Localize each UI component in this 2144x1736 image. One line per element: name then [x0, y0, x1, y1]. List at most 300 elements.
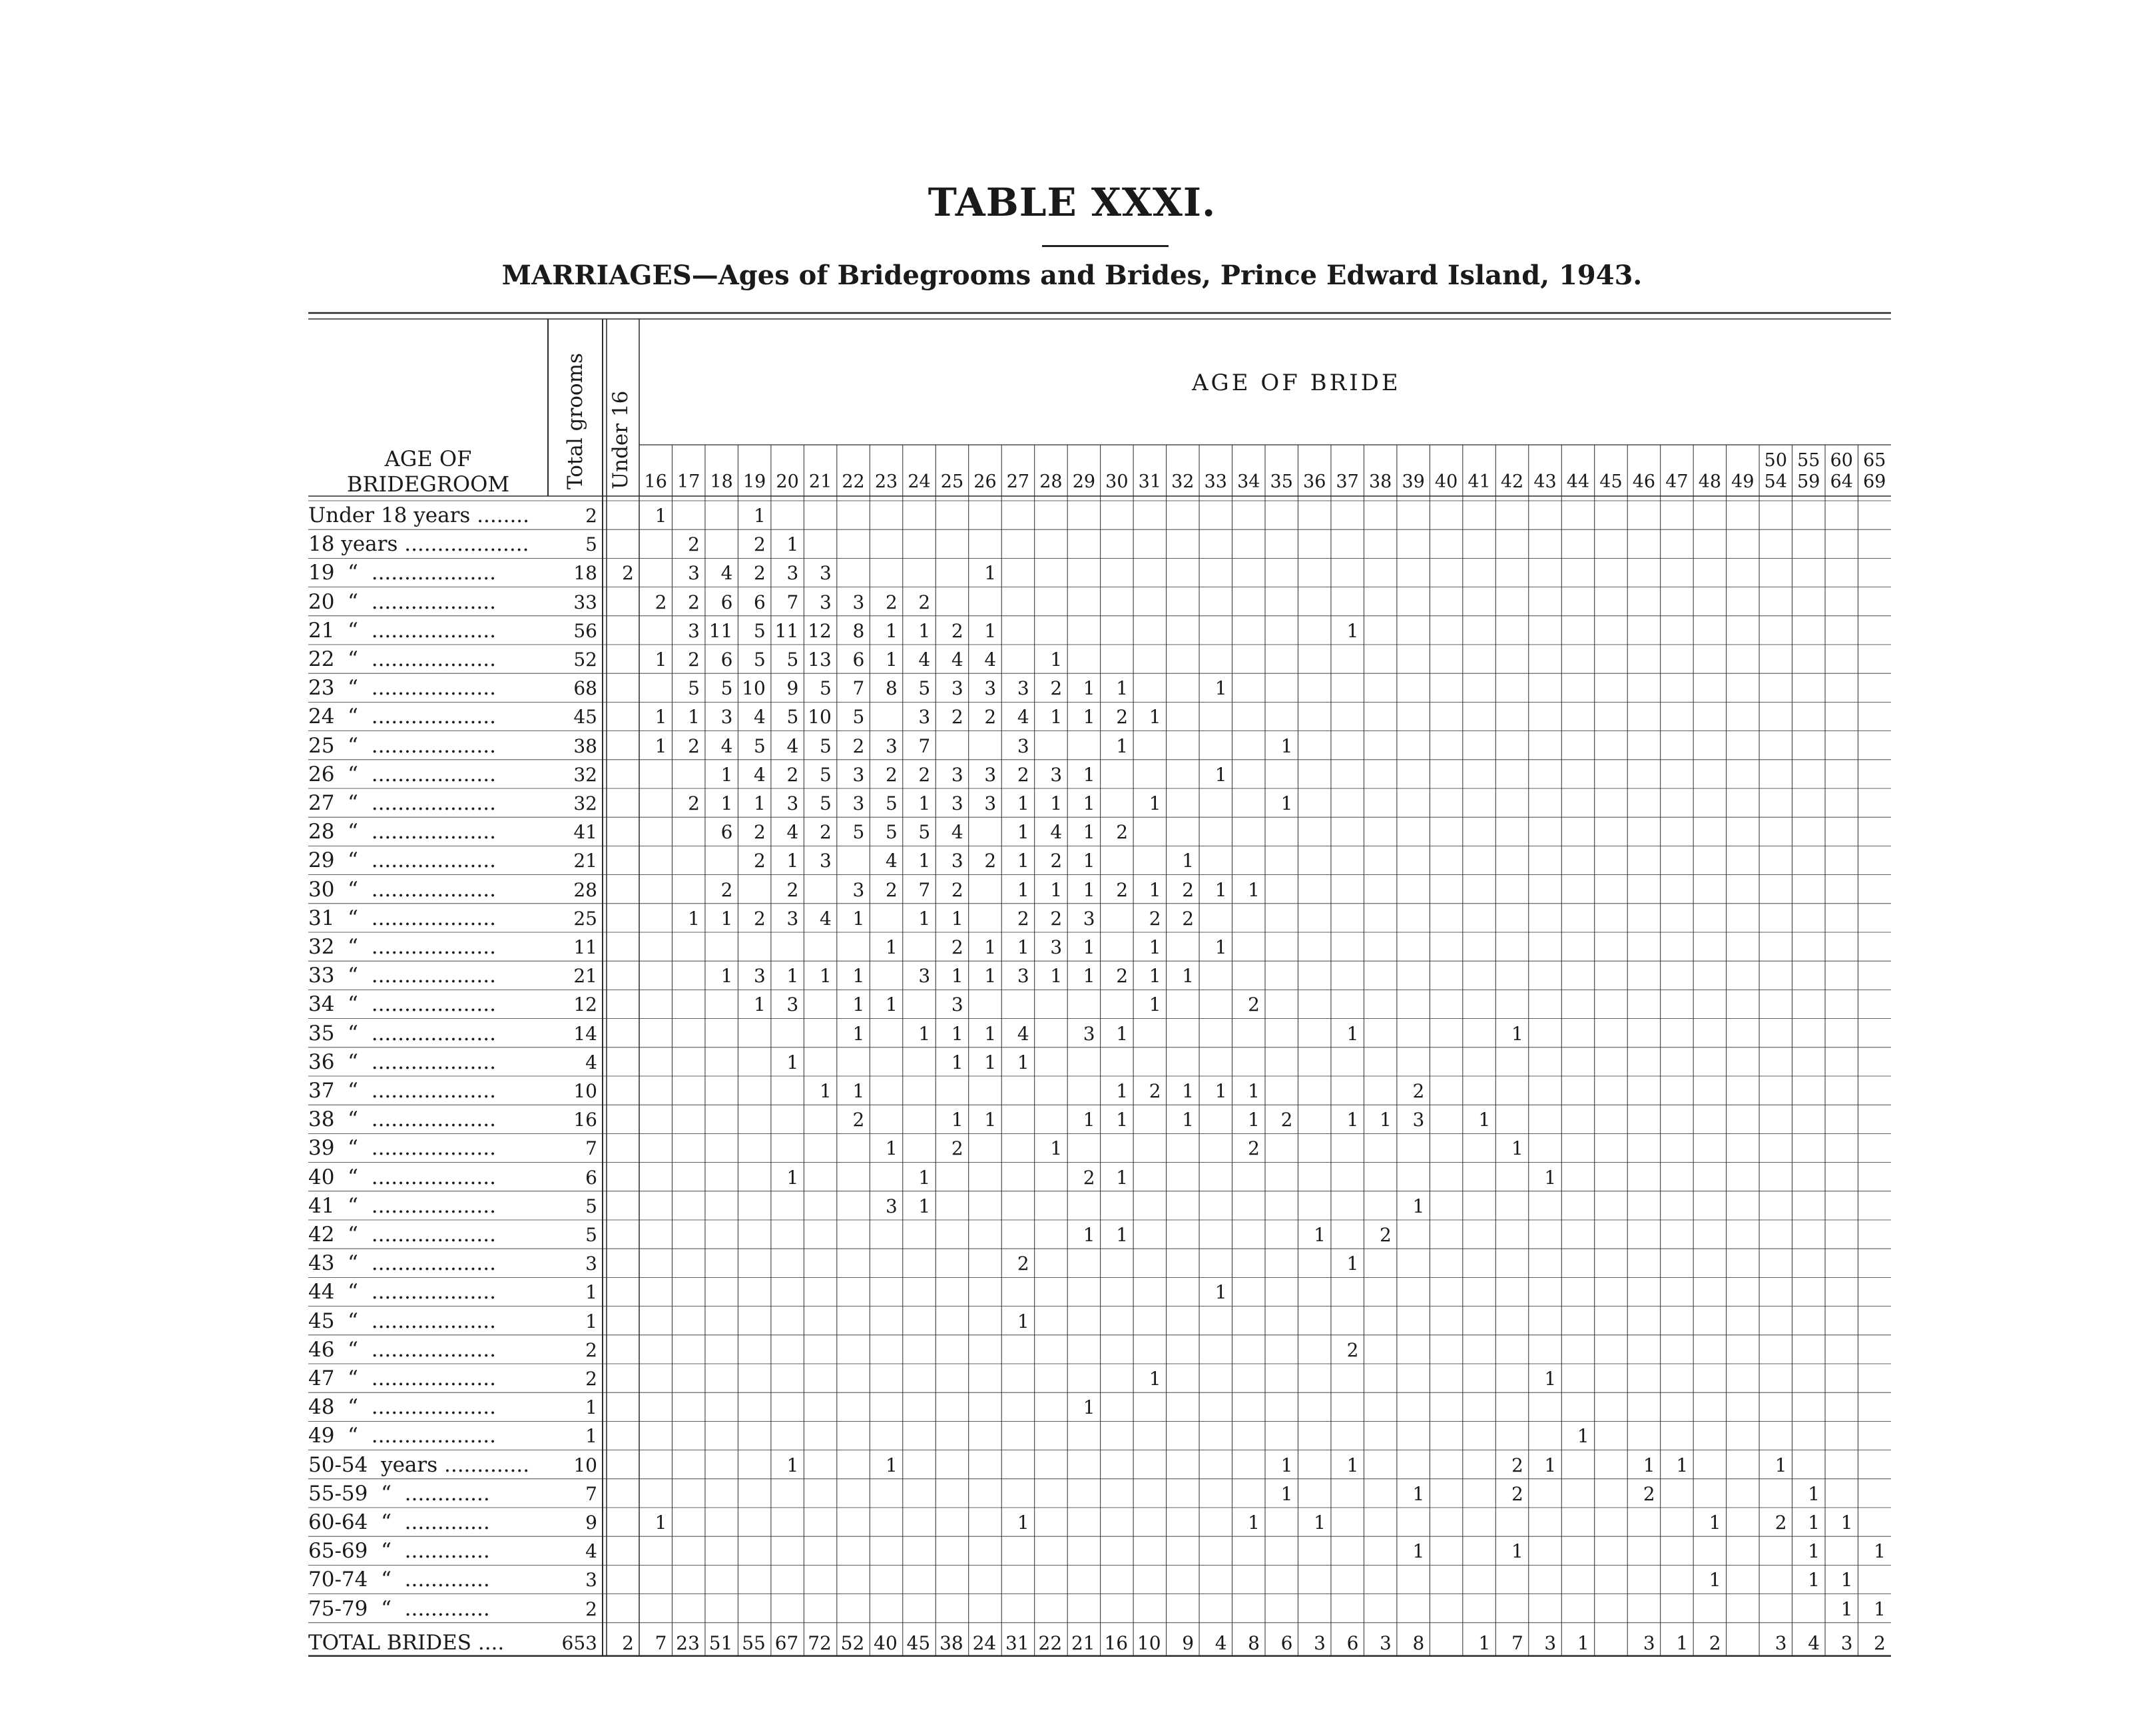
bride-count-cell: 1 — [1182, 965, 1195, 988]
bride-count-cell: 1 — [1083, 677, 1095, 700]
bride-count-cell: 1 — [1874, 1597, 1886, 1620]
groom-total-cell: 18 — [573, 562, 597, 585]
bride-age-header: 33 — [1204, 471, 1227, 492]
bride-count-cell: 1 — [852, 994, 865, 1016]
under16-cell: 2 — [622, 562, 634, 585]
groom-age-label: 28 “ ................... — [308, 820, 496, 844]
bride-count-cell: 8 — [885, 677, 898, 700]
bride-count-cell: 2 — [1083, 1166, 1095, 1189]
groom-age-label: 40 “ ................... — [308, 1165, 496, 1189]
bride-count-cell: 1 — [1083, 850, 1095, 872]
groom-total-cell: 5 — [585, 533, 597, 556]
total-brides-cell: 4 — [1214, 1631, 1227, 1654]
total-brides-cell: 31 — [1005, 1631, 1029, 1654]
groom-age-label: 32 “ ................... — [308, 935, 496, 959]
groom-age-label: 46 “ ................... — [308, 1337, 496, 1362]
groom-age-label: 50-54 years ............. — [308, 1452, 530, 1477]
groom-total-cell: 2 — [585, 1338, 597, 1361]
bride-count-cell: 2 — [1149, 1080, 1161, 1102]
groom-total-cell: 6 — [585, 1166, 597, 1189]
bride-count-cell: 2 — [885, 878, 898, 901]
bride-count-cell: 1 — [1248, 1080, 1260, 1102]
groom-total-cell: 21 — [573, 965, 597, 988]
total-brides-cell: 22 — [1038, 1631, 1063, 1654]
bride-count-cell: 8 — [852, 619, 865, 642]
bride-count-cell: 1 — [1149, 1368, 1161, 1390]
bride-count-cell: 1 — [1840, 1569, 1853, 1591]
total-brides-cell: 72 — [808, 1631, 832, 1654]
bride-count-cell: 2 — [918, 591, 931, 613]
bride-age-header: 24 — [908, 471, 931, 492]
bride-count-cell: 1 — [1083, 1224, 1095, 1246]
bride-count-cell: 2 — [1017, 907, 1029, 930]
bride-count-cell: 1 — [852, 907, 865, 930]
bride-count-cell: 2 — [1248, 994, 1260, 1016]
groom-total-cell: 3 — [585, 1569, 597, 1591]
bride-count-cell: 1 — [1808, 1540, 1820, 1563]
bride-count-cell: 3 — [786, 562, 799, 585]
bride-count-cell: 1 — [1050, 706, 1063, 728]
bride-count-cell: 7 — [786, 591, 799, 613]
bride-count-cell: 1 — [786, 965, 799, 988]
bride-count-cell: 1 — [1412, 1540, 1425, 1563]
bride-count-cell: 3 — [1412, 1109, 1425, 1131]
groom-total-cell: 7 — [585, 1137, 597, 1160]
groom-total-cell: 52 — [573, 649, 597, 671]
bride-count-cell: 2 — [1116, 965, 1129, 988]
groom-age-label: 18 years ................... — [308, 532, 529, 557]
bride-count-cell: 1 — [1544, 1454, 1557, 1476]
bride-count-cell: 1 — [1116, 677, 1129, 700]
bride-count-cell: 1 — [885, 1137, 898, 1160]
bride-count-cell: 5 — [720, 677, 733, 700]
groom-age-label: 43 “ ................... — [308, 1251, 496, 1276]
bride-count-cell: 1 — [820, 1080, 832, 1102]
bride-count-cell: 1 — [1116, 1022, 1129, 1045]
bride-count-cell: 1 — [984, 936, 997, 958]
groom-age-label: Under 18 years ........ — [308, 503, 530, 527]
age-of-bridegroom-header — [308, 446, 548, 497]
groom-total-cell: 32 — [573, 763, 597, 786]
bride-count-cell: 2 — [688, 734, 700, 757]
bride-count-cell: 1 — [1214, 1080, 1227, 1102]
groom-total-cell: 10 — [573, 1454, 597, 1476]
bride-count-cell: 2 — [754, 907, 766, 930]
bride-count-cell: 1 — [1676, 1454, 1689, 1476]
bride-count-cell: 1 — [1149, 994, 1161, 1016]
bride-count-cell: 5 — [786, 706, 799, 728]
groom-age-label: 21 “ ................... — [308, 618, 496, 643]
groom-age-label: 37 “ ................... — [308, 1079, 496, 1103]
bride-count-cell: 2 — [984, 850, 997, 872]
bride-count-cell: 3 — [852, 591, 865, 613]
total-brides-cell: 3 — [1380, 1631, 1392, 1654]
bride-count-cell: 1 — [918, 1166, 931, 1189]
under-16-header: Under 16 — [609, 390, 633, 489]
bride-count-cell: 1 — [1083, 706, 1095, 728]
bride-count-cell: 2 — [1643, 1482, 1655, 1505]
bride-age-header: 69 — [1863, 471, 1886, 492]
bride-age-header: 46 — [1632, 471, 1656, 492]
bride-count-cell: 1 — [720, 792, 733, 814]
bride-age-header: 16 — [644, 471, 667, 492]
bride-count-cell: 1 — [720, 907, 733, 930]
groom-age-label: 60-64 “ ............. — [308, 1510, 490, 1534]
groom-age-label: 49 “ ................... — [308, 1424, 496, 1448]
bride-count-cell: 3 — [951, 792, 963, 814]
bride-count-cell: 5 — [918, 677, 931, 700]
total-brides-cell: 3 — [1840, 1631, 1853, 1654]
total-grooms-header: Total grooms — [563, 353, 587, 489]
bride-age-header: 21 — [808, 471, 832, 492]
groom-age-label: 19 “ ................... — [308, 561, 496, 585]
groom-total-cell: 25 — [573, 907, 597, 930]
total-brides-cell: 16 — [1104, 1631, 1129, 1654]
bride-count-cell: 1 — [1083, 936, 1095, 958]
total-brides-cell: 1 — [1577, 1631, 1589, 1654]
bride-count-cell: 3 — [754, 965, 766, 988]
bride-count-cell: 2 — [1346, 1338, 1359, 1361]
bride-count-cell: 1 — [918, 792, 931, 814]
total-brides-cell: 45 — [906, 1631, 931, 1654]
bride-count-cell: 4 — [720, 734, 733, 757]
bride-count-cell: 4 — [720, 562, 733, 585]
bride-age-header: 22 — [842, 471, 865, 492]
bride-count-cell: 1 — [885, 649, 898, 671]
bride-count-cell: 1 — [786, 850, 799, 872]
bride-count-cell: 1 — [1346, 1109, 1359, 1131]
bride-count-cell: 1 — [1214, 936, 1227, 958]
bride-count-cell: 5 — [688, 677, 700, 700]
bride-count-cell: 1 — [1017, 1512, 1029, 1534]
bride-count-cell: 4 — [984, 649, 997, 671]
bride-count-cell: 1 — [1149, 965, 1161, 988]
bride-count-cell: 3 — [951, 763, 963, 786]
bride-count-cell: 6 — [720, 649, 733, 671]
total-brides-cell: 4 — [1808, 1631, 1820, 1654]
bride-count-cell: 1 — [1017, 792, 1029, 814]
groom-age-label: 33 “ ................... — [308, 964, 496, 988]
bride-count-cell: 2 — [754, 533, 766, 556]
groom-total-cell: 11 — [573, 936, 597, 958]
groom-total-cell: 1 — [585, 1396, 597, 1419]
bride-count-cell: 2 — [1050, 850, 1063, 872]
bride-count-cell: 1 — [1248, 1512, 1260, 1534]
bride-count-cell: 1 — [852, 1022, 865, 1045]
groom-total-cell: 33 — [573, 591, 597, 613]
groom-total-cell: 2 — [585, 505, 597, 527]
bride-count-cell: 3 — [918, 706, 931, 728]
bride-count-cell: 1 — [1214, 677, 1227, 700]
bride-count-cell: 1 — [1083, 792, 1095, 814]
bride-count-cell: 1 — [918, 1022, 931, 1045]
bride-count-cell: 2 — [688, 591, 700, 613]
bride-age-header: 49 — [1731, 471, 1754, 492]
bride-count-cell: 1 — [688, 907, 700, 930]
groom-total-cell: 4 — [585, 1540, 597, 1563]
bride-count-cell: 3 — [1050, 936, 1063, 958]
bride-count-cell: 3 — [984, 677, 997, 700]
groom-total-cell: 14 — [573, 1022, 597, 1045]
groom-total-cell: 21 — [573, 850, 597, 872]
bride-age-header: 20 — [776, 471, 799, 492]
bride-count-cell: 3 — [951, 850, 963, 872]
bride-count-cell: 1 — [984, 1022, 997, 1045]
bride-age-header: 19 — [742, 471, 766, 492]
bride-count-cell: 1 — [1182, 850, 1195, 872]
bride-count-cell: 6 — [720, 821, 733, 844]
groom-age-label: 29 “ ................... — [308, 848, 496, 873]
bride-count-cell: 7 — [852, 677, 865, 700]
total-brides-cell: 3 — [1544, 1631, 1557, 1654]
groom-age-label: 38 “ ................... — [308, 1107, 496, 1132]
bride-count-cell: 1 — [1149, 878, 1161, 901]
bride-count-cell: 2 — [1380, 1224, 1392, 1246]
total-brides-cell: 3 — [1314, 1631, 1326, 1654]
bride-count-cell: 1 — [1643, 1454, 1655, 1476]
bride-age-header: 64 — [1830, 471, 1853, 492]
bride-count-cell: 3 — [984, 792, 997, 814]
groom-total-cell: 2 — [585, 1597, 597, 1620]
total-brides-cell: 8 — [1248, 1631, 1260, 1654]
bride-count-cell: 1 — [786, 533, 799, 556]
total-brides-cell: 55 — [742, 1631, 766, 1654]
bride-count-cell: 1 — [1412, 1195, 1425, 1217]
bride-count-cell: 1 — [1149, 706, 1161, 728]
bride-count-cell: 4 — [820, 907, 832, 930]
bride-count-cell: 1 — [1083, 878, 1095, 901]
bride-count-cell: 4 — [951, 649, 963, 671]
bride-count-cell: 1 — [1116, 734, 1129, 757]
bride-count-cell: 2 — [1017, 763, 1029, 786]
total-brides-cell: 2 — [1874, 1631, 1886, 1654]
bride-count-cell: 2 — [951, 706, 963, 728]
bride-count-cell: 3 — [688, 619, 700, 642]
groom-total-cell: 9 — [585, 1512, 597, 1534]
bride-count-cell: 3 — [688, 562, 700, 585]
bride-count-cell: 1 — [1808, 1569, 1820, 1591]
bride-age-header: 40 — [1434, 471, 1458, 492]
bride-age-header: 18 — [710, 471, 733, 492]
groom-total-cell: 10 — [573, 1080, 597, 1102]
bride-count-cell: 4 — [885, 850, 898, 872]
bride-count-cell: 1 — [1083, 1109, 1095, 1131]
bride-count-cell: 1 — [1544, 1166, 1557, 1189]
bride-count-cell: 1 — [1346, 1454, 1359, 1476]
bride-count-cell: 3 — [786, 792, 799, 814]
total-brides-cell: 9 — [1182, 1631, 1195, 1654]
bride-count-cell: 1 — [720, 763, 733, 786]
bride-count-cell: 1 — [1280, 792, 1293, 814]
bride-count-cell: 1 — [1017, 1310, 1029, 1332]
groom-age-label: 26 “ ................... — [308, 762, 496, 786]
groom-total-cell: 56 — [573, 619, 597, 642]
bride-count-cell: 6 — [754, 591, 766, 613]
bride-count-cell: 3 — [885, 1195, 898, 1217]
groom-total-cell: 7 — [585, 1482, 597, 1505]
age-of-bridegroom-header-line-1: AGE OF — [384, 446, 472, 471]
bride-count-cell: 4 — [1050, 821, 1063, 844]
bride-count-cell: 1 — [1478, 1109, 1491, 1131]
groom-total-cell: 5 — [585, 1195, 597, 1217]
bride-count-cell: 1 — [918, 1195, 931, 1217]
bride-count-cell: 1 — [885, 936, 898, 958]
bride-count-cell: 1 — [1083, 1396, 1095, 1419]
bride-count-cell: 2 — [1050, 907, 1063, 930]
total-brides-cell: 3 — [1643, 1631, 1655, 1654]
groom-age-label: 55-59 “ ............. — [308, 1481, 490, 1506]
groom-age-label: 45 “ ................... — [308, 1308, 496, 1333]
bride-count-cell: 2 — [786, 878, 799, 901]
total-brides-cell: 1 — [1676, 1631, 1689, 1654]
bride-count-cell: 4 — [951, 821, 963, 844]
bride-count-cell: 1 — [1511, 1137, 1523, 1160]
groom-age-label: 42 “ ................... — [308, 1223, 496, 1247]
bride-age-header: 23 — [874, 471, 898, 492]
bride-count-cell: 2 — [951, 1137, 963, 1160]
bride-count-cell: 1 — [951, 1109, 963, 1131]
bride-count-cell: 1 — [1380, 1109, 1392, 1131]
bride-count-cell: 2 — [951, 619, 963, 642]
bride-count-cell: 3 — [1083, 1022, 1095, 1045]
bride-count-cell: 6 — [852, 649, 865, 671]
bride-count-cell: 3 — [852, 792, 865, 814]
groom-total-cell: 45 — [573, 706, 597, 728]
total-brides-label: TOTAL BRIDES .... — [308, 1630, 505, 1655]
bride-age-header: 50 — [1764, 450, 1787, 471]
bride-count-cell: 2 — [1116, 706, 1129, 728]
bride-count-cell: 1 — [1248, 1109, 1260, 1131]
groom-total-cell: 3 — [585, 1253, 597, 1275]
bride-count-cell: 1 — [918, 850, 931, 872]
bride-count-cell: 10 — [742, 677, 766, 700]
bride-count-cell: 11 — [708, 619, 733, 642]
bride-count-cell: 2 — [754, 562, 766, 585]
bride-count-cell: 1 — [984, 1051, 997, 1073]
bride-count-cell: 1 — [820, 965, 832, 988]
bride-count-cell: 1 — [720, 965, 733, 988]
bride-count-cell: 10 — [808, 706, 832, 728]
groom-total-cell: 2 — [585, 1368, 597, 1390]
bride-age-header: 31 — [1138, 471, 1161, 492]
bride-count-cell: 2 — [1412, 1080, 1425, 1102]
bride-count-cell: 5 — [918, 821, 931, 844]
total-brides-cell: 3 — [1774, 1631, 1787, 1654]
bride-count-cell: 1 — [1050, 965, 1063, 988]
bride-count-cell: 1 — [1083, 821, 1095, 844]
age-of-bride-header: AGE OF BRIDE — [1192, 370, 1401, 396]
bride-age-header: 54 — [1764, 471, 1787, 492]
bride-age-header: 32 — [1171, 471, 1195, 492]
bride-age-header: 45 — [1599, 471, 1623, 492]
bride-age-header: 44 — [1566, 471, 1590, 492]
bride-count-cell: 1 — [1874, 1540, 1886, 1563]
bride-count-cell: 4 — [1017, 706, 1029, 728]
bride-count-cell: 3 — [885, 734, 898, 757]
bride-count-cell: 1 — [1314, 1512, 1326, 1534]
bride-count-cell: 1 — [1017, 821, 1029, 844]
bride-count-cell: 1 — [1808, 1512, 1820, 1534]
bride-count-cell: 1 — [1709, 1512, 1721, 1534]
bride-count-cell: 1 — [1214, 1281, 1227, 1304]
groom-total-cell: 32 — [573, 792, 597, 814]
total-brides-cell: 51 — [708, 1631, 733, 1654]
bride-count-cell: 2 — [688, 792, 700, 814]
bride-count-cell: 1 — [852, 1080, 865, 1102]
bride-count-cell: 6 — [720, 591, 733, 613]
total-brides-cell: 67 — [774, 1631, 799, 1654]
bride-count-cell: 1 — [1577, 1425, 1589, 1448]
bride-count-cell: 2 — [688, 649, 700, 671]
bride-count-cell: 1 — [1280, 1454, 1293, 1476]
bride-count-cell: 1 — [1050, 878, 1063, 901]
bride-count-cell: 3 — [1017, 734, 1029, 757]
bride-count-cell: 1 — [951, 1022, 963, 1045]
bride-count-cell: 1 — [786, 1051, 799, 1073]
bride-age-header: 17 — [677, 471, 700, 492]
bride-count-cell: 1 — [951, 907, 963, 930]
bride-count-cell: 2 — [984, 706, 997, 728]
bride-count-cell: 1 — [754, 792, 766, 814]
bride-count-cell: 2 — [1182, 907, 1195, 930]
bride-count-cell: 1 — [1511, 1540, 1523, 1563]
bride-count-cell: 2 — [1511, 1454, 1523, 1476]
bride-count-cell: 1 — [1017, 936, 1029, 958]
bride-count-cell: 1 — [984, 562, 997, 585]
bride-count-cell: 5 — [852, 821, 865, 844]
groom-age-label: 27 “ ................... — [308, 791, 496, 815]
bride-count-cell: 1 — [1050, 1137, 1063, 1160]
bride-age-header: 36 — [1303, 471, 1326, 492]
bride-count-cell: 5 — [754, 734, 766, 757]
bride-count-cell: 1 — [1511, 1022, 1523, 1045]
bride-count-cell: 12 — [808, 619, 832, 642]
bride-count-cell: 1 — [1840, 1597, 1853, 1620]
bride-count-cell: 1 — [786, 1166, 799, 1189]
bride-count-cell: 3 — [1050, 763, 1063, 786]
bride-count-cell: 1 — [885, 994, 898, 1016]
groom-age-label: 25 “ ................... — [308, 733, 496, 758]
bride-count-cell: 1 — [1214, 878, 1227, 901]
bride-count-cell: 2 — [1511, 1482, 1523, 1505]
groom-age-label: 35 “ ................... — [308, 1021, 496, 1045]
table-title: TABLE XXXI. — [928, 180, 1216, 225]
groom-age-label: 31 “ ................... — [308, 906, 496, 930]
bride-count-cell: 1 — [1280, 1482, 1293, 1505]
bride-count-cell: 1 — [688, 706, 700, 728]
groom-age-label: 47 “ ................... — [308, 1366, 496, 1390]
bride-count-cell: 5 — [754, 619, 766, 642]
bride-age-header: 48 — [1698, 471, 1722, 492]
bride-count-cell: 3 — [1017, 965, 1029, 988]
bride-count-cell: 1 — [1050, 649, 1063, 671]
bride-count-cell: 1 — [918, 619, 931, 642]
groom-total-cell: 68 — [573, 677, 597, 700]
bride-count-cell: 3 — [820, 562, 832, 585]
bride-count-cell: 7 — [918, 878, 931, 901]
bride-count-cell: 3 — [1017, 677, 1029, 700]
bride-count-cell: 2 — [1280, 1109, 1293, 1131]
groom-total-cell: 12 — [573, 994, 597, 1016]
bride-count-cell: 3 — [1083, 907, 1095, 930]
bride-age-header: 65 — [1863, 450, 1886, 471]
bride-count-cell: 1 — [1709, 1569, 1721, 1591]
bride-count-cell: 5 — [820, 734, 832, 757]
groom-age-label: 48 “ ................... — [308, 1395, 496, 1420]
bride-count-cell: 1 — [655, 505, 667, 527]
groom-total-cell: 28 — [573, 878, 597, 901]
bride-count-cell: 2 — [1116, 821, 1129, 844]
